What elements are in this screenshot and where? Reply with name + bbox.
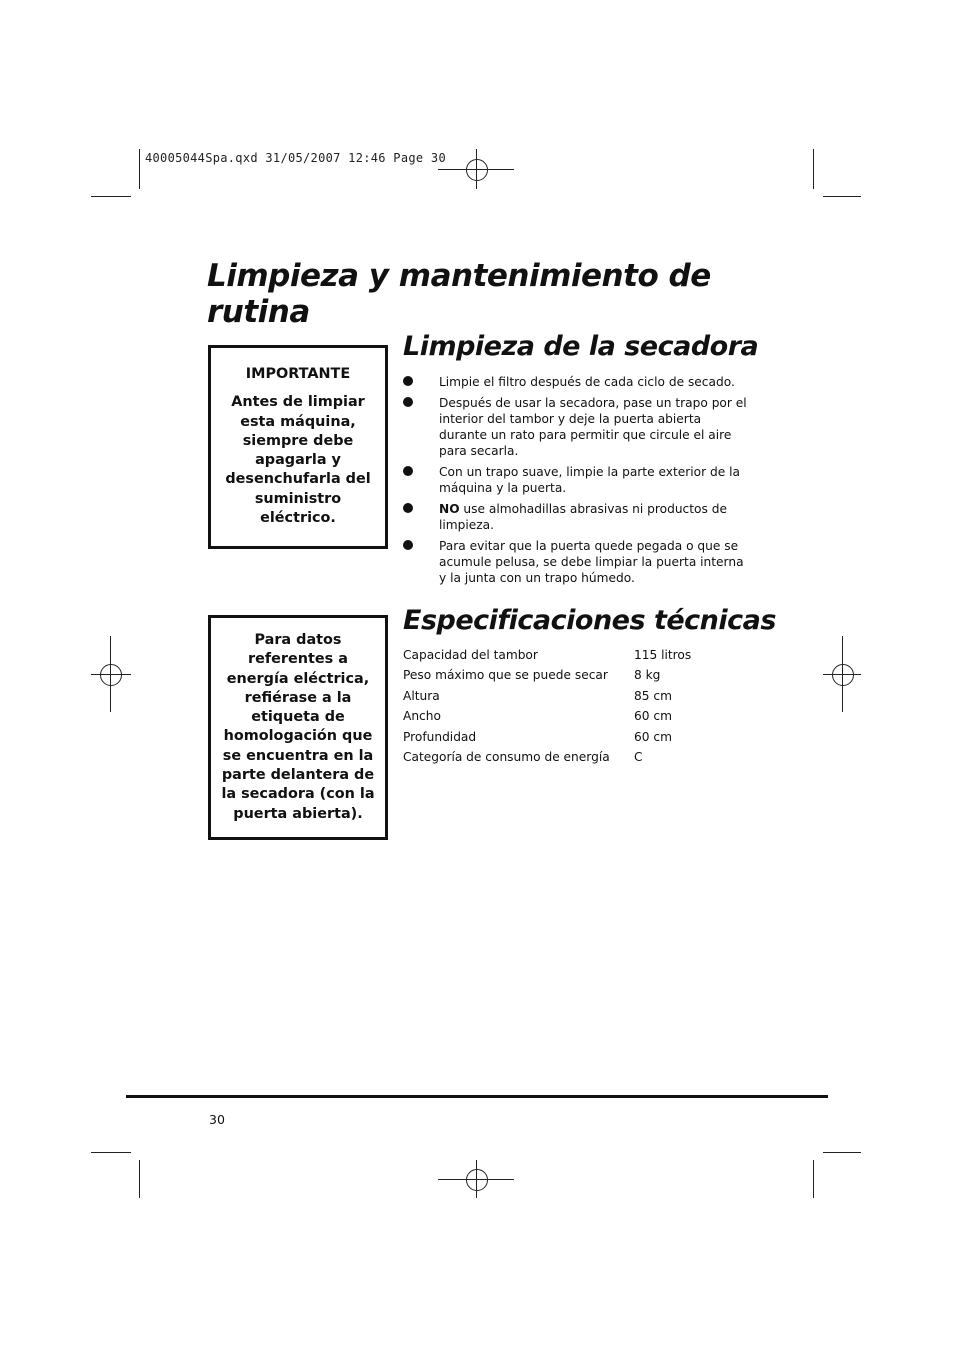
specs-table xyxy=(403,648,691,770)
cleaning-list xyxy=(403,374,748,591)
specs-title: Especificaciones técnicas xyxy=(403,605,776,636)
energy-info-box xyxy=(208,615,388,840)
page-title: Limpieza y mantenimiento de rutina xyxy=(207,258,711,330)
spec-label: Profundidad xyxy=(403,729,477,744)
list-item xyxy=(403,464,748,496)
file-slug: 40005044Spa.qxd 31/05/2007 12:46 Page 30 xyxy=(145,151,446,165)
cleaning-title: Limpieza de la secadora xyxy=(403,331,759,362)
list-item-text: Después de usar la secadora, pase un trapo por el interior del tambor y deje la puerta abierta durante un rato para permitir que circule el aire para secarla. xyxy=(439,396,747,458)
list-item-text: Para evitar que la puerta quede pegada o que se acumule pelusa, se debe limpiar la puerta interna y la junta con un trapo húmedo. xyxy=(439,539,744,585)
list-item xyxy=(403,538,748,586)
important-text: Antes de limpiar esta máquina, siempre debe apagarla y desenchufarla del suministro eléctrico. xyxy=(225,394,371,527)
list-item-text: Limpie el filtro después de cada ciclo de secado. xyxy=(439,375,735,389)
energy-info-text: Para datos referentes a energía eléctrica, refiérase a la etiqueta de homologación que se encuentra en la parte delantera de la secadora (con la puerta abierta). xyxy=(221,632,375,822)
crop-mark xyxy=(139,149,140,189)
spec-label: Peso máximo que se puede secar xyxy=(403,668,608,683)
bullet-icon xyxy=(403,466,413,476)
bullet-icon xyxy=(403,376,413,386)
crop-mark xyxy=(139,1160,140,1198)
registration-circle xyxy=(100,664,122,686)
bullet-icon xyxy=(403,503,413,513)
list-item-text: Con un trapo suave, limpie la parte exterior de la máquina y la puerta. xyxy=(439,465,740,495)
list-item-text: use almohadillas abrasivas ni productos de limpieza. xyxy=(439,502,727,532)
table-row xyxy=(403,689,691,709)
list-item xyxy=(403,374,748,390)
table-row xyxy=(403,709,691,729)
crop-mark xyxy=(813,1160,814,1198)
spec-value: 85 cm xyxy=(634,688,672,703)
table-row xyxy=(403,648,691,668)
registration-circle xyxy=(832,664,854,686)
spec-value: 60 cm xyxy=(634,709,672,724)
crop-mark xyxy=(91,196,131,197)
spec-label: Categoría de consumo de energía xyxy=(403,749,610,764)
table-row xyxy=(403,668,691,688)
crop-mark xyxy=(823,196,861,197)
crop-mark xyxy=(823,1152,861,1153)
registration-circle xyxy=(466,1169,488,1191)
spec-label: Ancho xyxy=(403,709,441,724)
table-row xyxy=(403,750,691,770)
crop-mark xyxy=(91,1152,131,1153)
spec-value: 60 cm xyxy=(634,729,672,744)
spec-label: Capacidad del tambor xyxy=(403,648,538,662)
bullet-icon xyxy=(403,397,413,407)
important-box xyxy=(208,345,388,549)
list-item-emphasis: NO xyxy=(439,502,460,516)
bullet-icon xyxy=(403,540,413,550)
spec-label: Altura xyxy=(403,688,440,703)
registration-circle xyxy=(466,159,488,181)
footer-divider xyxy=(126,1095,828,1098)
important-heading: IMPORTANTE xyxy=(245,366,351,382)
spec-value: 8 kg xyxy=(634,668,661,683)
page-number: 30 xyxy=(209,1112,225,1127)
table-row xyxy=(403,730,691,750)
list-item xyxy=(403,501,748,533)
crop-mark xyxy=(813,149,814,189)
spec-value: C xyxy=(634,749,643,764)
list-item xyxy=(403,395,748,459)
spec-value: 115 litros xyxy=(634,648,692,662)
